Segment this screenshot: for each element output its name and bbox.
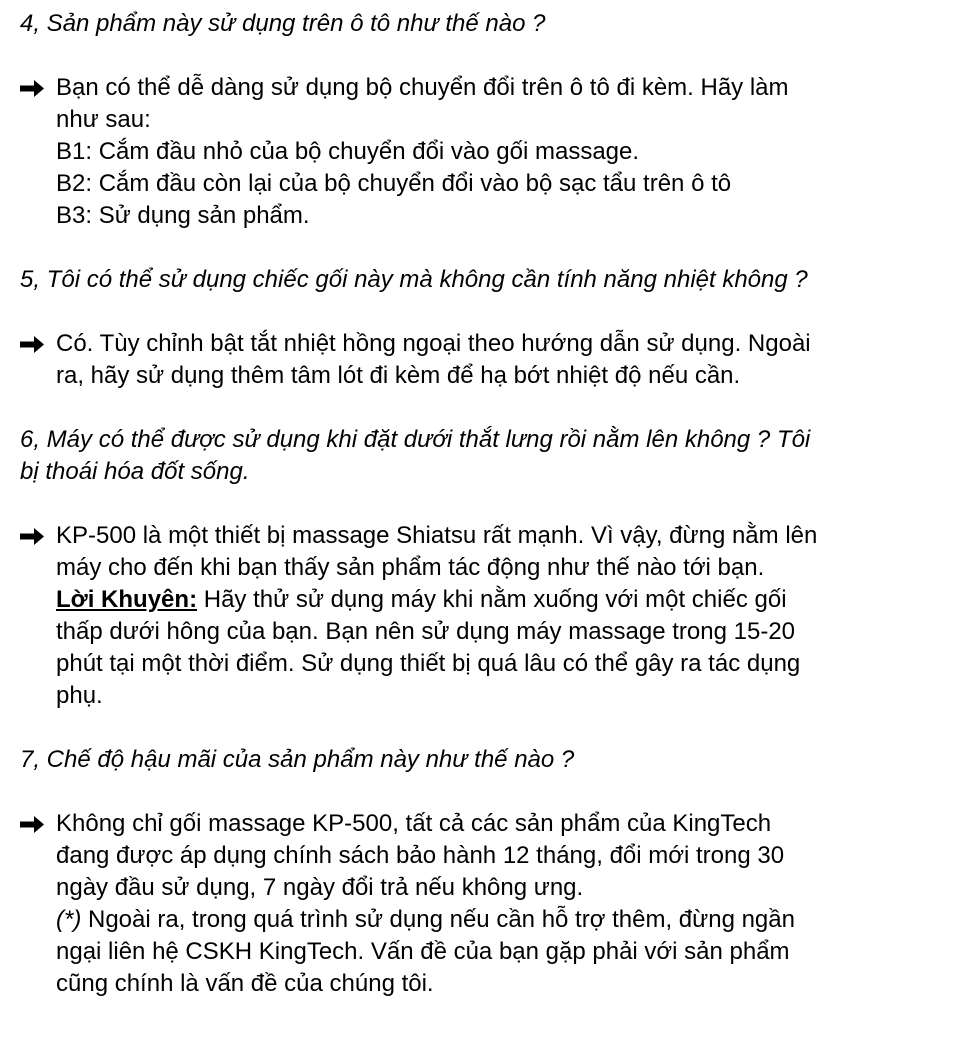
advice-text: Hãy thử sử dụng máy khi nằm xuống với một chiếc gối: [197, 586, 787, 613]
question-text: 4, Sản phẩm này sử dụng trên ô tô như thế nào ?: [20, 10, 546, 37]
answer-line: như sau:: [56, 106, 151, 133]
answer-line: đang được áp dụng chính sách bảo hành 12 tháng, đổi mới trong 30: [56, 842, 785, 869]
faq-answer-5: [20, 328, 954, 392]
arrow-right-icon: [20, 528, 44, 545]
answer-line: ra, hãy sử dụng thêm tâm lót đi kèm để hạ bớt nhiệt độ nếu cần.: [56, 362, 741, 389]
answer-line: B3: Sử dụng sản phẩm.: [56, 202, 310, 229]
answer-line: KP-500 là một thiết bị massage Shiatsu rất mạnh. Vì vậy, đừng nằm lên: [56, 522, 818, 549]
arrow-right-icon: [20, 816, 44, 833]
question-text: 5, Tôi có thể sử dụng chiếc gối này mà không cần tính năng nhiệt không ?: [20, 266, 808, 293]
advice-label: Lời Khuyên:: [56, 586, 198, 613]
answer-line: phụ.: [56, 682, 103, 709]
answer-line: phút tại một thời điểm. Sử dụng thiết bị quá lâu có thể gây ra tác dụng: [56, 650, 801, 677]
faq-question-6: [20, 424, 954, 488]
answer-line: cũng chính là vấn đề của chúng tôi.: [56, 970, 434, 997]
faq-question-4: [20, 8, 954, 40]
answer-line: thấp dưới hông của bạn. Bạn nên sử dụng máy massage trong 15-20: [56, 618, 796, 645]
question-text: 6, Máy có thể được sử dụng khi đặt dưới thắt lưng rồi nằm lên không ? Tôi: [20, 426, 811, 453]
answer-line: Bạn có thể dễ dàng sử dụng bộ chuyển đổi trên ô tô đi kèm. Hãy làm: [56, 74, 789, 101]
answer-line: ngại liên hệ CSKH KingTech. Vấn đề của bạn gặp phải với sản phẩm: [56, 938, 790, 965]
arrow-right-icon: [20, 80, 44, 97]
faq-answer-4: [20, 72, 954, 232]
faq-answer-7: [20, 808, 954, 1000]
advice-line: [56, 584, 954, 616]
answer-line: Không chỉ gối massage KP-500, tất cả các sản phẩm của KingTech: [56, 810, 772, 837]
arrow-right-icon: [20, 336, 44, 353]
note-line: [56, 904, 954, 936]
note-text: Ngoài ra, trong quá trình sử dụng nếu cần hỗ trợ thêm, đừng ngần: [81, 906, 795, 933]
answer-line: máy cho đến khi bạn thấy sản phẩm tác động như thế nào tới bạn.: [56, 554, 765, 581]
question-text: bị thoái hóa đốt sống.: [20, 458, 250, 485]
note-prefix: (*): [56, 906, 82, 933]
answer-line: ngày đầu sử dụng, 7 ngày đổi trả nếu không ưng.: [56, 874, 584, 901]
faq-question-5: [20, 264, 954, 296]
faq-question-7: [20, 744, 954, 776]
question-text: 7, Chế độ hậu mãi của sản phẩm này như thế nào ?: [20, 746, 575, 773]
answer-line: Có. Tùy chỉnh bật tắt nhiệt hồng ngoại theo hướng dẫn sử dụng. Ngoài: [56, 330, 811, 357]
answer-line: B1: Cắm đầu nhỏ của bộ chuyển đổi vào gối massage.: [56, 138, 640, 165]
faq-answer-6: [20, 520, 954, 712]
answer-line: B2: Cắm đầu còn lại của bộ chuyển đổi vào bộ sạc tẩu trên ô tô: [56, 170, 732, 197]
